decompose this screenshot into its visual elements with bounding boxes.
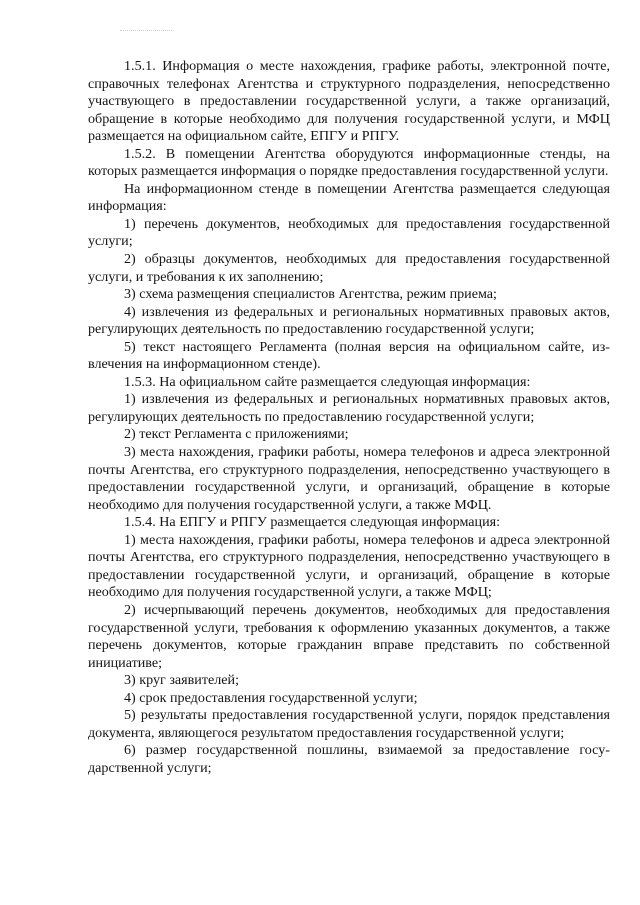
paragraph: 3) круг заявителей;	[124, 672, 239, 689]
paragraph: 1.5.3. На официальном сайте размещается следующая информация:	[124, 373, 531, 390]
paragraph: 1.5.2. В помещении Агентства оборудуются информационные стенды, на которых размещается информация о порядке предоставления государственной услуги.	[88, 145, 610, 180]
paragraph: 5) результаты предоставления государственной услуги, порядок представления документа, являющегося результатом предоставления государственной услуги;	[88, 707, 610, 741]
paragraph: 1) перечень документов, необходимых для предоставления государственной услуги;	[88, 215, 610, 250]
paragraph: 3) схема размещения специалистов Агентства, режим приема;	[124, 286, 497, 303]
paragraph: 2) текст Регламента с приложениями;	[124, 426, 349, 443]
paragraph: 4) срок предоставления государственной услуги;	[124, 689, 418, 706]
paragraph: 5) текст настоящего Регламента (полная версия на официальном сайте, извлечения на информационном стенде).	[88, 338, 610, 373]
paragraph: 1.5.1. Информация о месте нахождения, графике работы, электронной почте, справочных телефонах Агентства и структурного подразделения, непосредственно участвующего в предоставлении государственной услуги, а также организаций, обращение в которые необходимо для получения государственной услуги, и МФЦ размещается на официальном сайте, ЕПГУ и РПГУ.	[88, 58, 610, 145]
scan-mark	[120, 30, 172, 35]
paragraph: 2) образцы документов, необходимых для предоставления государственной услуги, и требования к их заполнению;	[88, 251, 610, 285]
paragraph: 1.5.4. На ЕПГУ и РПГУ размещается следующая информация:	[124, 514, 501, 531]
paragraph: 1) места нахождения, графики работы, номера телефонов и адреса электронной почты Агентства, его структурного подразделения, непосредственно участвующего в предоставлении государственной услуги, и организаций, обращение в которые необходимо для получения государственной услуги, а также МФЦ;	[88, 531, 610, 601]
paragraph: 2) исчерпывающий перечень документов, необходимых для предоставления государственной услуги, требования к оформлению указанных документов, а также перечень документов, которые гражданин вправе представить по собственной инициативе;	[88, 601, 610, 671]
paragraph: 4) извлечения из федеральных и региональных нормативных правовых актов, регулирующих деятельность по предоставлению государственной услуги;	[88, 303, 610, 338]
paragraph: На информационном стенде в помещении Агентства размещается следующая информация:	[88, 180, 610, 215]
paragraph: 3) места нахождения, графики работы, номера телефонов и адреса электронной почты Агентства, его структурного подразделения, непосредственно участвующего в предоставлении государственной услуги, и организаций, обращение в которые необходимо для получения государственной услуги, а также МФЦ.	[88, 444, 610, 513]
paragraph: 1) извлечения из федеральных и региональных нормативных правовых актов, регулирующих деятельность по предоставлению государственной услуги;	[88, 391, 610, 425]
document-body	[88, 58, 610, 777]
paragraph: 6) размер государственной пошлины, взимаемой за предоставление государственной услуги;	[88, 742, 610, 776]
